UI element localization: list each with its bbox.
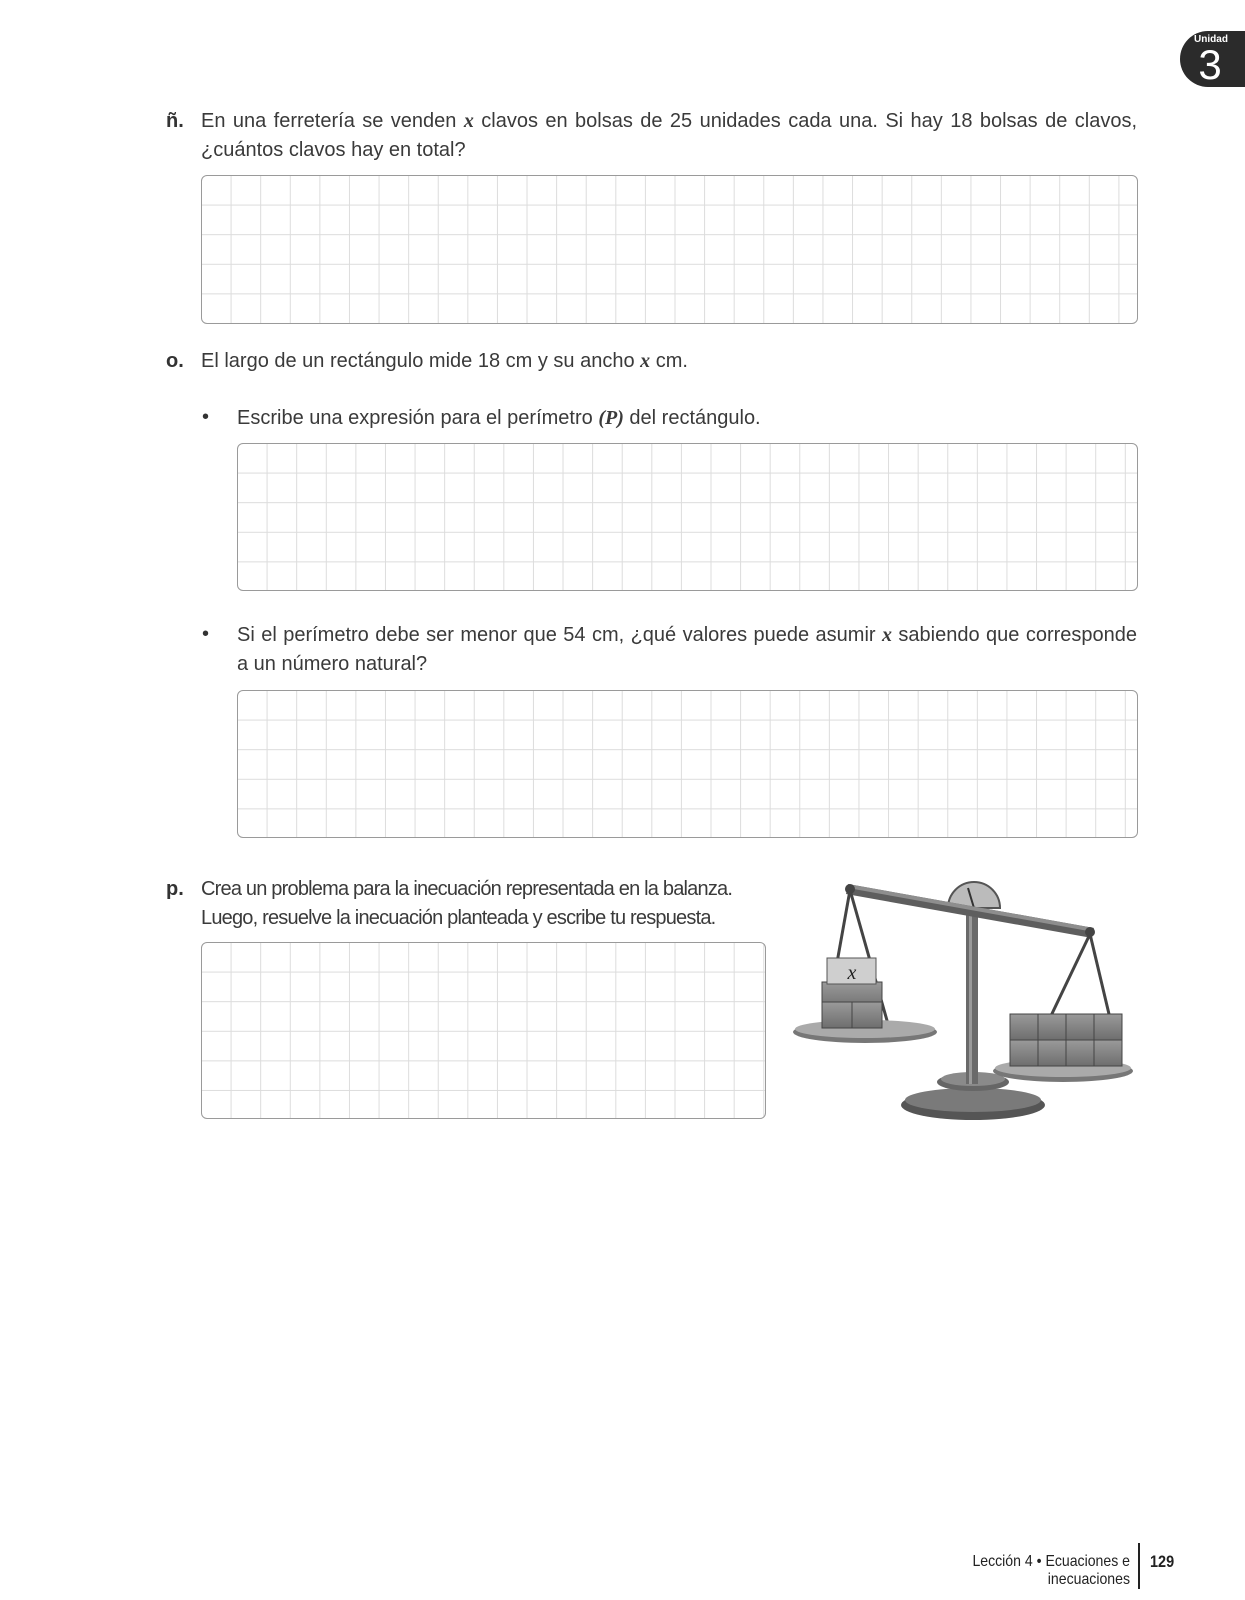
problem-o-bullet-2-text: Si el perímetro debe ser menor que 54 cm, ¿qué valores puede asumir x sabiendo que corresponde a un número natural? — [237, 624, 1137, 675]
problem-p-letter: p. — [166, 878, 184, 900]
problem-n-text: En una ferretería se venden x clavos en bolsas de 25 unidades cada una. Si hay 18 bolsas de clavos, ¿cuántos clavos hay en total? — [201, 110, 1138, 161]
bullet-2: • — [202, 623, 210, 645]
unit-label: Unidad — [1194, 34, 1228, 45]
page-number: 129 — [1150, 1552, 1175, 1571]
unit-number: 3 — [1198, 41, 1222, 88]
balance-scale-icon — [788, 872, 1144, 1128]
variable-x: x — [640, 350, 651, 372]
problem-o-bullet-1-text: Escribe una expresión para el perímetro (P) del rectángulo. — [237, 407, 761, 429]
balance-box-label: x — [847, 962, 857, 984]
bullet-1: • — [202, 406, 210, 428]
answer-grid-p[interactable] — [201, 942, 766, 1119]
problem-o-text: El largo de un rectángulo mide 18 cm y su ancho x cm. — [201, 350, 688, 372]
variable-p: (P) — [598, 407, 624, 429]
answer-grid-o2[interactable] — [237, 690, 1138, 838]
variable-x: x — [881, 624, 892, 646]
footer-lesson: Lección 4 • Ecuaciones e inecuaciones — [972, 1553, 1130, 1588]
answer-grid-n[interactable] — [201, 175, 1138, 324]
answer-grid-o1[interactable] — [237, 443, 1138, 591]
problem-n-letter: ñ. — [166, 110, 184, 132]
problem-p-text: Crea un problema para la inecuación representada en la balanza. Luego, resuelve la inecuación planteada y escribe tu respuesta. — [201, 878, 733, 929]
footer-divider — [1138, 1543, 1140, 1589]
problem-o-letter: o. — [166, 350, 184, 372]
variable-x: x — [463, 110, 474, 132]
